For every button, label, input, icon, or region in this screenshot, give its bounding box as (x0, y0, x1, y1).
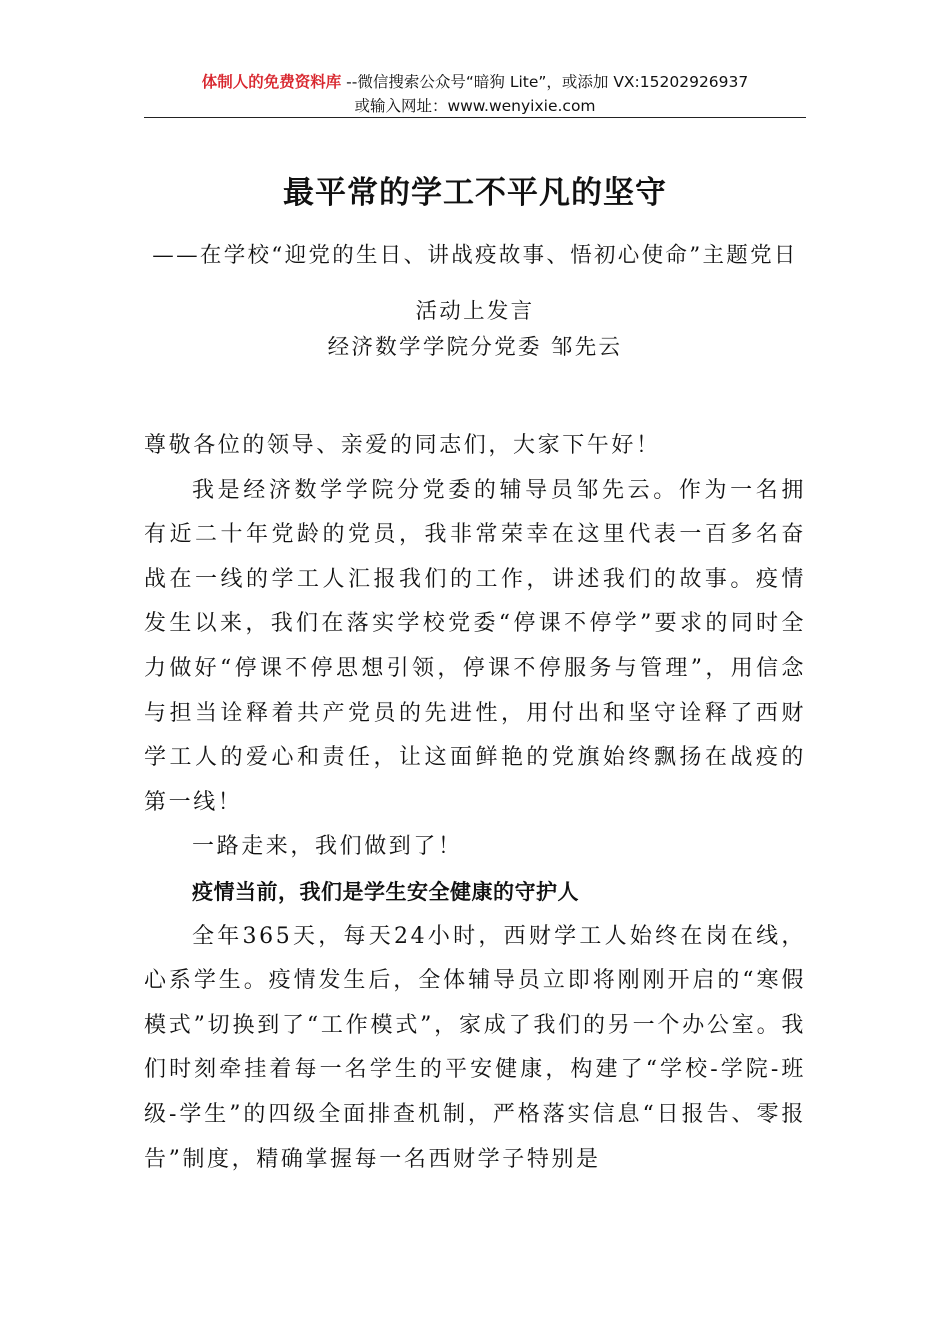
header-website: 或输入网址：www.wenyixie.com (354, 97, 596, 115)
page-header (144, 70, 806, 118)
greeting-paragraph: 尊敬各位的领导、亲爱的同志们，大家下午好！ (144, 433, 661, 458)
body-paragraph-2: 一路走来，我们做到了！ (192, 834, 463, 860)
body-paragraph-3: 全年365天，每天24小时，西财学工人始终在岗在线，心系学生。疫情发生后，全体辅导员立即将刚刚开启的“寒假模式”切换到了“工作模式”，家成了我们的另一个办公室。我们时刻牵挂着每一名学生的平安健康，构建了“学校-学院-班级-学生”的四级全面排查机制，严格落实信息“日报告、零报告”制度，精确掌握每一名西财学子特别是 (144, 923, 806, 1172)
header-brand: 体制人的免费资料库 (201, 73, 342, 91)
document-title: 最平常的学工不平凡的坚守 (283, 175, 667, 211)
document-subtitle: ——在学校“迎党的生日、讲战疫故事、悟初心使命”主题党日活动上发言 (152, 243, 798, 324)
header-contact: --微信搜索公众号“暗狗 Lite”，或添加 VX:15202926937 (341, 73, 749, 91)
header-line-1 (144, 70, 806, 94)
section-heading-1: 疫情当前，我们是学生安全健康的守护人 (192, 879, 579, 904)
document-body (144, 424, 806, 1182)
header-divider (144, 117, 806, 118)
body-paragraph-1: 我是经济数学学院分党委的辅导员邹先云。作为一名拥有近二十年党龄的党员，我非常荣幸在这里代表一百多名奋战在一线的学工人汇报我们的工作，讲述我们的故事。疫情发生以来，我们在落实学校党委“停课不停学”要求的同时全力做好“停课不停思想引领，停课不停服务与管理”，用信念与担当诠释着共产党员的先进性，用付出和坚守诠释了西财学工人的爱心和责任，让这面鲜艳的党旗始终飘扬在战疫的第一线！ (144, 477, 806, 815)
document-author: 经济数学学院分党委 邹先云 (327, 335, 623, 360)
